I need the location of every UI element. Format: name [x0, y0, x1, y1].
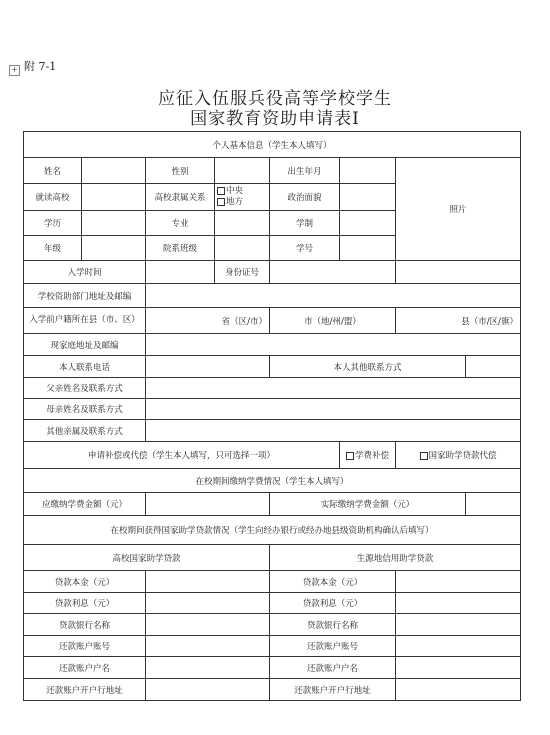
field-school[interactable] [82, 184, 146, 211]
label-grade: 年级 [24, 236, 82, 261]
label-politics: 政治面貌 [270, 184, 340, 211]
label-class: 院系班级 [146, 236, 215, 261]
field-politics[interactable] [340, 184, 396, 211]
field-payable[interactable] [146, 493, 270, 516]
label-father: 父亲姓名及联系方式 [24, 378, 146, 399]
field-school-interest[interactable] [146, 593, 270, 614]
label-major: 专业 [146, 211, 215, 236]
hukou-province[interactable]: 省（区/市） [146, 308, 270, 334]
field-mother[interactable] [146, 399, 521, 420]
option-tuition: 学费补偿 [354, 451, 389, 461]
field-father[interactable] [146, 378, 521, 399]
label-school-interest: 贷款利息（元） [24, 593, 146, 614]
field-id-no[interactable] [270, 261, 396, 284]
label-local-account-bank: 还款账户开户行地址 [270, 679, 396, 701]
field-name[interactable] [82, 158, 146, 184]
label-school-account-no: 还款账户账号 [24, 636, 146, 657]
label-other-contact: 本人其他联系方式 [270, 356, 466, 378]
form-title-line1: 应征入伍服兵役高等学校学生 [158, 89, 392, 109]
label-local-interest: 贷款利息（元） [270, 593, 396, 614]
label-id-no: 身份证号 [215, 261, 270, 284]
field-local-principal[interactable] [396, 571, 521, 593]
label-student-no: 学号 [270, 236, 340, 261]
field-school-account-name[interactable] [146, 657, 270, 679]
label-local-bank: 贷款银行名称 [270, 614, 396, 636]
label-aid-address: 学校资助部门地址及邮编 [24, 284, 146, 308]
option-tuition-cell [340, 442, 396, 469]
hukou-city[interactable]: 市（地/州/盟） [270, 308, 396, 334]
form-title-line2: 国家教育资助申请表Ⅰ [190, 109, 360, 129]
label-duration: 学制 [270, 211, 340, 236]
label-enroll-date: 入学时间 [24, 261, 146, 284]
label-local-account-name: 还款账户户名 [270, 657, 396, 679]
label-name: 姓名 [24, 158, 82, 184]
label-affiliation: 高校隶属关系 [146, 184, 215, 211]
field-class[interactable] [215, 236, 270, 261]
label-school-principal: 贷款本金（元） [24, 571, 146, 593]
field-school-account-bank[interactable] [146, 679, 270, 701]
field-local-bank[interactable] [396, 614, 521, 636]
field-gender[interactable] [215, 158, 270, 184]
option-central: 中央 [226, 186, 244, 196]
checkbox-central[interactable] [217, 187, 225, 195]
label-apply-type: 申请补偿或代偿（学生本人填写，只可选择一项） [24, 442, 340, 469]
label-phone: 本人联系电话 [24, 356, 146, 378]
field-local-account-no[interactable] [396, 636, 521, 657]
label-local-loan: 生源地信用助学贷款 [270, 545, 521, 571]
label-local-principal: 贷款本金（元） [270, 571, 396, 593]
field-paid[interactable] [466, 493, 521, 516]
label-paid: 实际缴纳学费金额（元） [270, 493, 466, 516]
label-gender: 性别 [146, 158, 215, 184]
field-relatives[interactable] [146, 420, 521, 442]
field-enroll-date[interactable] [146, 261, 215, 284]
label-school-loan: 高校国家助学贷款 [24, 545, 270, 571]
field-local-account-name[interactable] [396, 657, 521, 679]
label-school-account-name: 还款账户户名 [24, 657, 146, 679]
label-relatives: 其他亲属及联系方式 [24, 420, 146, 442]
field-birth[interactable] [340, 158, 396, 184]
label-school: 就读高校 [24, 184, 82, 211]
section-tuition-heading: 在校期间缴纳学费情况（学生本人填写） [24, 469, 521, 493]
label-home-address: 现家庭地址及邮编 [24, 334, 146, 356]
field-phone[interactable] [146, 356, 270, 378]
label-hukou: 入学前户籍所在县（市、区） [24, 308, 146, 334]
checkbox-tuition[interactable] [346, 452, 354, 460]
field-duration[interactable] [340, 211, 396, 236]
option-loan: 国家助学贷款代偿 [428, 451, 497, 461]
field-education[interactable] [82, 211, 146, 236]
affiliation-options [215, 184, 270, 211]
label-mother: 母亲姓名及联系方式 [24, 399, 146, 420]
attachment-label: 附 7-1 [24, 60, 57, 73]
application-form-table [23, 131, 521, 701]
label-payable: 应缴纳学费金额（元） [24, 493, 146, 516]
label-education: 学历 [24, 211, 82, 236]
section-personal-heading: 个人基本信息（学生本人填写） [24, 132, 521, 158]
field-aid-address[interactable] [146, 284, 521, 308]
checkbox-local[interactable] [217, 198, 225, 206]
label-school-bank: 贷款银行名称 [24, 614, 146, 636]
field-school-principal[interactable] [146, 571, 270, 593]
section-loan-heading: 在校期间获得国家助学贷款情况（学生向经办银行或经办地县级资助机构确认后填写） [24, 516, 521, 545]
hukou-county[interactable]: 县（市/区/旗） [396, 308, 521, 334]
field-other-contact[interactable] [466, 356, 521, 378]
table-move-handle-icon[interactable]: + [9, 65, 20, 76]
label-birth: 出生年月 [270, 158, 340, 184]
label-local-account-no: 还款账户账号 [270, 636, 396, 657]
option-local: 地方 [226, 197, 244, 207]
field-grade[interactable] [82, 236, 146, 261]
option-loan-cell [396, 442, 521, 469]
label-school-account-bank: 还款账户开户行地址 [24, 679, 146, 701]
checkbox-loan[interactable] [420, 452, 428, 460]
field-school-account-no[interactable] [146, 636, 270, 657]
field-local-account-bank[interactable] [396, 679, 521, 701]
field-school-bank[interactable] [146, 614, 270, 636]
field-home-address[interactable] [146, 334, 521, 356]
photo-box[interactable]: 照片 [396, 158, 521, 261]
field-student-no[interactable] [340, 236, 396, 261]
blank-cell [396, 261, 521, 284]
field-local-interest[interactable] [396, 593, 521, 614]
field-major[interactable] [215, 211, 270, 236]
